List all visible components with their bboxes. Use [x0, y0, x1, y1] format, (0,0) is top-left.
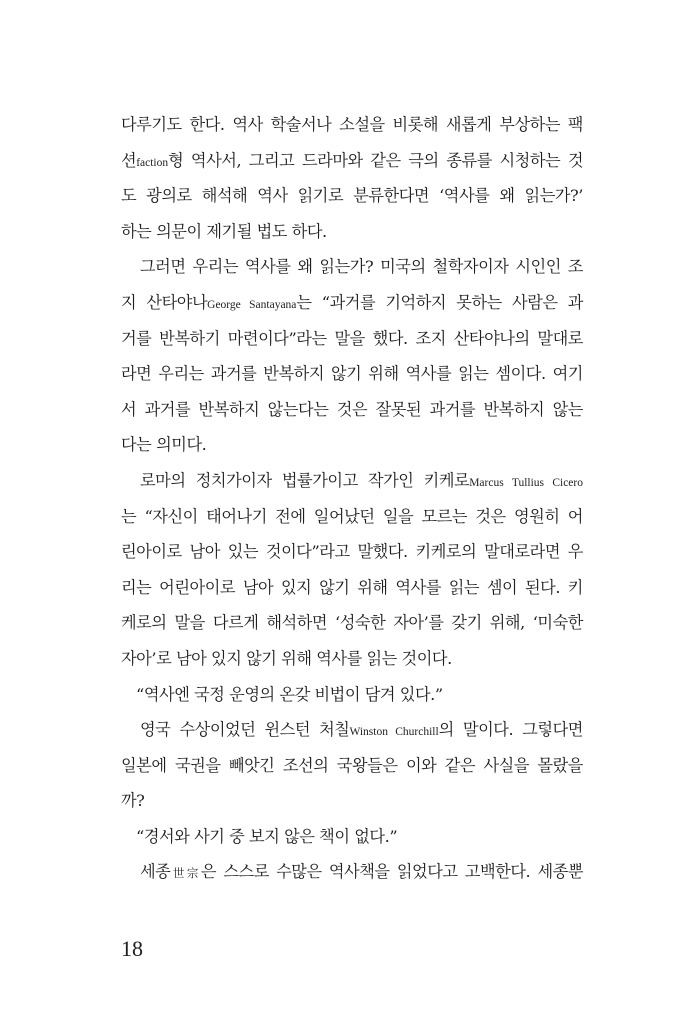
text-line: 린아이로 남아 있는 것이다”라고 말했다. 키케로의 말대로라면 우 — [121, 542, 583, 562]
foreign-term: Winston Churchill — [349, 726, 439, 739]
page-number: 18 — [121, 936, 143, 961]
quote-line: “역사엔 국정 운영의 온갖 비법이 담겨 있다.” — [136, 684, 443, 704]
foreign-term: George Santayana — [207, 298, 297, 311]
foreign-term: faction — [136, 156, 169, 169]
text-line: 자아’로 남아 있지 않기 위해 역사를 읽는 것이다. — [121, 648, 452, 668]
text-line: 션faction형 역사서, 그리고 드라마와 같은 극의 종류를 시청하는 것 — [121, 150, 583, 170]
text-line: 그러면 우리는 역사를 왜 읽는가? 미국의 철학자이자 시인인 조 — [140, 257, 583, 277]
hanja-term: 世宗 — [170, 866, 201, 881]
text-line: 거를 반복하기 마련이다”라는 말을 했다. 조지 산타야나의 말대로 — [121, 328, 583, 348]
text-line: 케로의 말을 다르게 해석하면 ‘성숙한 자아’를 갖기 위해, ‘미숙한 — [121, 613, 583, 633]
foreign-term: Marcus Tullius Cicero — [469, 476, 583, 489]
text-line: 는 “자신이 태어나기 전에 일어났던 일을 모르는 것은 영원히 어 — [121, 506, 583, 526]
text-line: 지 산타야나George Santayana는 “과거를 기억하지 못하는 사람은 과 — [121, 292, 583, 312]
text-line: 일본에 국권을 빼앗긴 조선의 국왕들은 이와 같은 사실을 몰랐을 — [121, 755, 583, 775]
text-line: 도 광의로 해석해 역사 읽기로 분류한다면 ‘역사를 왜 읽는가?’ — [121, 186, 583, 206]
text-line: 하는 의문이 제기될 법도 하다. — [121, 221, 327, 241]
body-text — [121, 113, 583, 896]
text-line: 서 과거를 반복하지 않는다는 것은 잘못된 과거를 반복하지 않는 — [121, 399, 583, 419]
quote-line: “경서와 사기 중 보지 않은 책이 없다.” — [136, 826, 398, 846]
text-line: 로마의 정치가이자 법률가이고 작가인 키케로Marcus Tullius Cicero — [140, 470, 583, 490]
text-line: 세종世宗은 스스로 수많은 역사책을 읽었다고 고백한다. 세종뿐 — [140, 862, 583, 882]
text-line: 다루기도 한다. 역사 학술서나 소설을 비롯해 새롭게 부상하는 팩 — [121, 115, 583, 134]
text-line: 리는 어린아이로 남아 있지 않기 위해 역사를 읽는 셈이 된다. 키 — [121, 577, 583, 597]
text-line: 라면 우리는 과거를 반복하지 않기 위해 역사를 읽는 셈이다. 여기 — [121, 364, 583, 384]
text-line: 다는 의미다. — [121, 435, 207, 455]
text-line: 까? — [121, 791, 145, 811]
text-line: 영국 수상이었던 윈스턴 처칠Winston Churchill의 말이다. 그렇다면 — [140, 720, 583, 740]
